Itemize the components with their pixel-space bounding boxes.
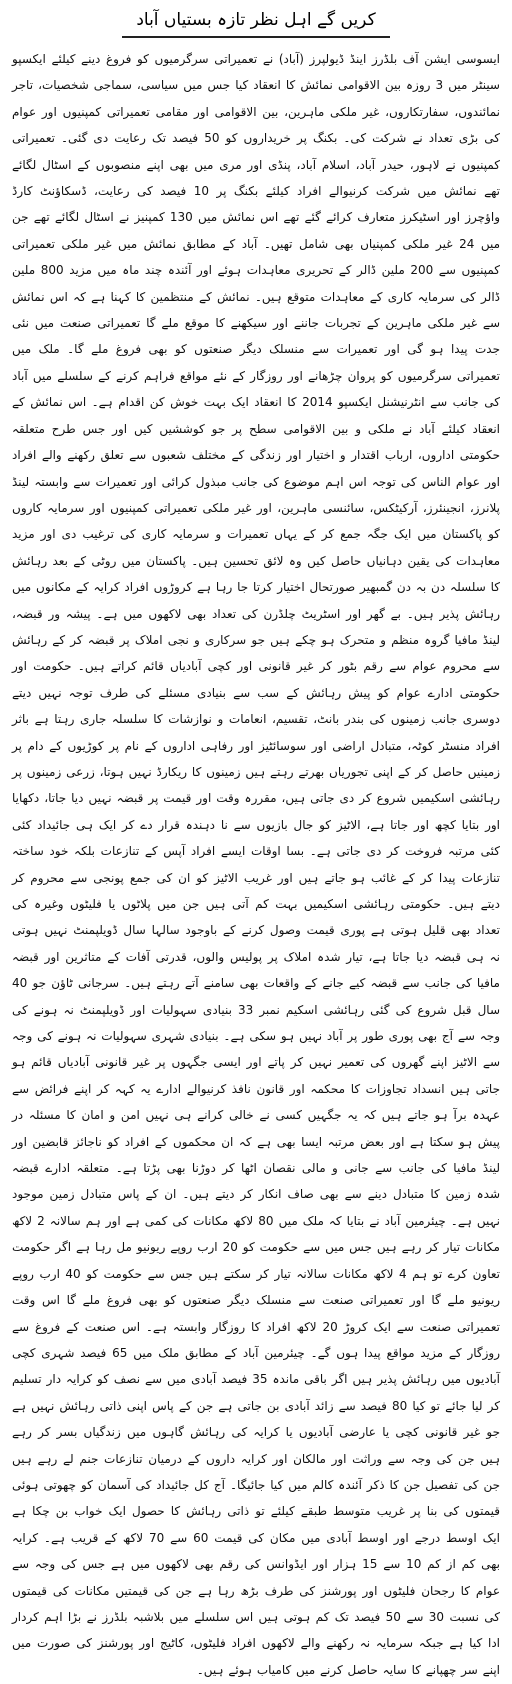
article-body: ایسوسی ایشن آف بلڈرز اینڈ ڈیولپرز (آباد) نے تعمیراتی سرگرمیوں کو فروغ دینے کیلئے ایکسپو سینٹر میں 3 روزہ بین الاقوامی نمائش کا انعقاد کیا جس میں سیاسی، سماجی شخصیات، تاجر نمائندوں، سفارتکاروں، غیر ملکی ماہرین، بین الاقوامی اور مقامی تعمیراتی کمپنیوں اور عوام کی بڑی تعداد نے شرکت کی۔ بکنگ پر خریداروں کو 50 فیصد تک رعایت دی گئی۔ تعمیراتی کمپنیوں نے لاہور، حیدر آباد، اسلام آباد، پنڈی اور مری میں بھی اپنے منصوبوں کے اسٹال لگائے تھے نمائش میں شرکت کرنیوالے افراد کیلئے بکنگ پر 10 فیصد کی رعایت، ڈسکاؤنٹ کارڈ واؤچرز اور اسٹیکرز متعارف کرائے گئے تھے اس نمائش میں 130 کمپنیز نے اسٹال لگائے تھے جن میں 24 غیر ملکی کمپنیاں بھی شامل تھیں۔ آباد کے مطابق نمائش میں غیر ملکی تعمیراتی کمپنیوں سے 200 ملین ڈالر کے تحریری معاہدات ہوئے اور آئندہ چند ماہ میں مزید 800 ملین ڈالر کی سرمایہ کاری کے معاہدات متوقع ہیں۔ نمائش کے منتظمین کا کہنا ہے کہ اس نمائش سے غیر ملکی ماہرین کے تجربات جاننے اور سیکھنے کا موقع ملے گا تعمیراتی صنعت میں نئی جدت پیدا ہو گی اور تعمیرات سے منسلک دیگر صنعتوں کو بھی فروغ ملے گا۔ ملک میں تعمیراتی سرگرمیوں کو پروان چڑھانے اور روزگار کے نئے مواقع فراہم کرنے کے سلسلے میں آباد کی جانب سے انٹرنیشنل ایکسپو 2014 کا انعقاد ایک بہت خوش کن اقدام ہے۔ اس نمائش کے انعقاد کیلئے آباد نے ملکی و بین الاقوامی سطح پر جو کوششیں کیں اور جس طرح متعلقہ حکومتی اداروں، ارباب اقتدار و اختیار اور زندگی کے مختلف شعبوں سے تعلق رکھنے والے افراد اور عوام الناس کی توجہ اس اہم موضوع کی جانب مبذول کرائی اور تعمیرات سے وابستہ لینڈ پلانرز، انجینئرز، آرکیٹکس، سائنسی ماہرین، اور غیر ملکی تعمیراتی کمپنیوں اور سرمایہ کاروں کو پاکستان میں ایک جگہ جمع کر کے یہاں تعمیرات و سرمایہ کاری کی ترغیب دی اور مزید معاہدات کی یقین دہانیاں حاصل کیں وہ لائق تحسین ہیں۔ پاکستان میں روٹی کے بعد رہائش کا سلسلہ دن بہ دن گمبھیر صورتحال اختیار کرتا جا رہا ہے کروڑوں افراد کرایہ کے مکانوں میں رہائش پذیر ہیں۔ بے گھر اور اسٹریٹ چلڈرن کی تعداد بھی لاکھوں میں ہے۔ پیشہ ور قبضہ، لینڈ مافیا گروہ منظم و متحرک ہو چکے ہیں جو سرکاری و نجی املاک پر قبضہ کر کے رہائش سے محروم عوام سے رقم بٹور کر غیر قانونی اور کچی آبادیاں قائم کراتے ہیں۔ حکومت اور حکومتی ادارے عوام کو پیش رہائش کے سب سے بنیادی مسئلے کی طرف توجہ نہیں دیتے دوسری جانب زمینوں کی بندر بانٹ، تقسیم، انعامات و نوازشات کا سلسلہ جاری رہتا ہے باثر افراد منسٹر کوٹہ، متبادل اراضی اور سوسائٹیز اور رفاہی اداروں کے نام پر کوڑیوں کے دام پر زمینیں حاصل کر کے اپنی تجوریاں بھرتے رہتے ہیں زمینوں کا ریکارڈ نہیں ہوتا، زرعی زمینوں پر رہائشی اسکیمیں شروع کر دی جاتی ہیں، مقررہ وقت اور قیمت پر قبضہ نہیں دیا جاتا، دکھایا اور بتایا کچھ اور جاتا ہے، الاٹیز کو جال بازیوں سے نا دہندہ قرار دے کر ایک ہی جائیداد کئی کئی مرتبہ فروخت کر دی جاتی ہے۔ بسا اوقات ایسے افراد آپس کے تنازعات بلکہ خود ساختہ تنازعات پیدا کر کے غائب ہو جاتے ہیں اور غریب الاٹیز کو ان کی جمع پونجی سے محروم کر دیتے ہیں۔ حکومتی رہائشی اسکیمیں بہت کم آتی ہیں جن میں پلاٹوں یا فلیٹوں وغیرہ کی تعداد بھی قلیل ہوتی ہے پوری قیمت وصول کرنے کے باوجود سالہا سال ڈویلپمنٹ نہیں ہوتی نہ ہی قبضہ دیا جاتا ہے، تیار شدہ املاک پر پولیس والوں، قدرتی آفات کے متاثرین اور قبضہ مافیا کی جانب سے قبضہ کیے جانے کے واقعات بھی سامنے آتے رہتے ہیں۔ سرجانی ٹاؤن جو 40 سال قبل شروع کی گئی رہائشی اسکیم نمبر 33 بنیادی سہولیات اور ڈویلپمنٹ نہ ہونے کی وجہ سے آج بھی پوری طور پر آباد نہیں ہو سکی ہے۔ بنیادی شہری سہولیات نہ ہونے کی وجہ سے الاٹیز اپنے گھروں کی تعمیر نہیں کر پاتے اور ایسی جگہوں پر غیر قانونی آبادیاں قائم ہو جاتی ہیں انسداد تجاوزات کا محکمہ اور قانون نافذ کرنیوالے ادارے یہ کہہ کر اپنے فرائض سے عہدہ برآ ہو جاتے ہیں کہ یہ جگہیں کسی نے خالی کرانے ہی نہیں امن و امان کا مسئلہ در پیش ہو سکتا ہے اور بعض مرتبہ ایسا بھی ہے کہ ان محکموں کے افراد کو ناجائز قابضین اور لینڈ مافیا کی جانب سے جانی و مالی نقصان اٹھا کر دوڑنا بھی پڑتا ہے۔ متعلقہ ادارے قبضہ شدہ زمین کا متبادل دینے سے بھی صاف انکار کر دیتے ہیں۔ ان کے پاس متبادل زمین موجود نہیں ہے۔ چیئرمین آباد نے بتایا کہ ملک میں 80 لاکھ مکانات کی کمی ہے اور ہم سالانہ 2 لاکھ مکانات تیار کر رہے ہیں جس میں سے حکومت کو 20 ارب روپے ریونیو مل رہا ہے اگر حکومت تعاون کرے تو ہم 4 لاکھ مکانات سالانہ تیار کر سکتے ہیں جس سے حکومت کو 40 ارب روپے ریونیو ملے گا اور تعمیراتی صنعت سے منسلک دیگر صنعتوں کو بھی فروغ ملے گا اس وقت تعمیراتی صنعت سے ایک کروڑ 20 لاکھ افراد کا روزگار وابستہ ہے۔ اس صنعت کے فروغ سے روزگار کے مزید مواقع پیدا ہوں گے۔ چیئرمین آباد کے مطابق ملک میں 65 فیصد شہری کچی آبادیوں میں رہائش پذیر ہیں اگر باقی ماندہ 35 فیصد آبادی میں سے نصف کو کرایہ دار تسلیم کر لیا جائے تو کیا 80 فیصد سے زائد آبادی بن جاتی ہے جن کے پاس اپنی ذاتی رہائش نہیں ہے جو غیر قانونی کچی یا عارضی آبادیوں یا کرایہ کی رہائش گاہوں میں زندگیاں بسر کر رہے ہیں جن کی وجہ سے وراثت اور مالکان اور کرایہ داروں کے درمیان تنازعات جنم لے رہے ہیں جن کی تفصیل جن کا ذکر آئندہ کالم میں کیا جائیگا۔ آج کل جائیداد کی آسمان کو چھوتی ہوئی قیمتوں کی بنا پر غریب متوسط طبقے کیلئے تو ذاتی رہائش کا حصول ایک خواب بن چکا ہے ایک اوسط درجے اور اوسط آبادی میں مکان کی قیمت 60 سے 70 لاکھ کے قریب ہے۔ کرایہ بھی کم از کم 10 سے 15 ہزار اور ایڈوانس کی رقم بھی لاکھوں میں ہے جس کی وجہ سے عوام کا رجحان فلیٹوں اور پورشنز کی طرف بڑھ رہا ہے جن کی قیمتیں مکانات کی قیمتوں کی نسبت 30 سے 50 فیصد تک کم ہوتی ہیں اس سلسلے میں بلاشبہ بلڈرز نے بڑا اہم کردار ادا کیا ہے جبکہ سرمایہ نہ رکھنے والے لاکھوں افراد فلیٹوں، کاٹیج اور پورشنز کی صورت میں اپنے سر چھپانے کا سایہ حاصل کرنے میں کامیاب ہوئے ہیں۔ [12,52,501,1677]
headline-container [12,6,500,46]
article-headline: کریں گے اہل نظر تازہ بستیاں آباد [122,8,389,38]
